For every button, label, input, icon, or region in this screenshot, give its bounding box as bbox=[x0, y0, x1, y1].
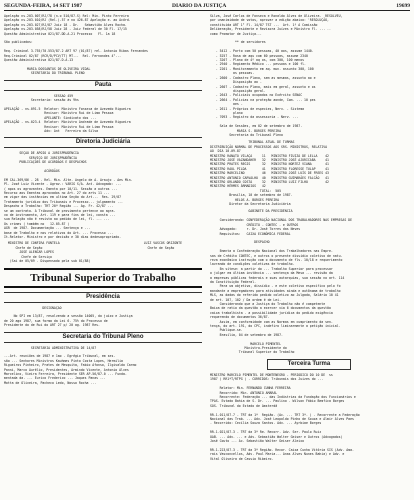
gabinete-text: GABINETE DA PRESIDÊNCIA Considerando: CONFEDERAÇÃO NACIONAL DOS TRABALHADORES NAS EMPRESAS DE CRÉDITO - CONTEC - e OUTROS Advogado: r. Dr. José Torres das Neves Requisitos: CAIXA ECONÔMICA FEDERAL DESPACHO Ementa a Confederação Nacional dos Trabalhadores nas Empre- sas de Crédito CONTEC, e outros o presente dissídio coletivo de natu- reza econômica instrução com o documento de fls. 10/18 e requerimento lavrando de condições coletivas de trabalho. Em sítese: a partir do ... Trabalho Superior para processar o julgar em última instância ... sentença da Mesa ... revisão da a empresas públicas federais e suas autarquias, sua sessão no art. 114 da Constituição Federal. Para um objetivo, dissídio - e este coletivo específico pelo fo mandante a empregadores para atividades ainda e autônoma de trabalho MLS, as dadas do referido pedido coletivo ao Julgado, Salário 10 41 de art. 107, 102 / Da ordem é de Lei. Considerando que a Justiça do Trabalho não é competente Baixa de ratio da questão a exercer via 6 documentos da questão caixa trabalhista - a possibilidade jurídica do pedido exigência requerendo de documentos 36/87. Assim, em conformidade com as Normas em cumprimento da sen- tença, do art. 191, do CPC, indefiro liminarmente a petição inicial. Publique-se. Brasília, 04 de setembro de 1987. MARCELO PIMENTEL Ministro-Presidente do Tribunal Superior do Trabalho bbox=[210, 209, 353, 355]
right-top-text: Silva, José Carlos de Fonseca e Ronaldo Alves de Oliveira. RESOLVEU, por unanimidade de votos, aprovar a edição abaixo: 'RESOLUÇÃO, constituída ART 1° Fl. 14/87 TST ... Art. 1º A Comissão Deliberação, Presidente e Revisora Juízes e Ministro Fl. ... .. como Promotor de Justiça... ** de servidores - 5412 - Porto com 50 pessoas, 40 aos, assume 1440. - 5257 - Rosa de aqu com 60 pessoas, assume 2340 - 3207 - Plano de 4º aq os, com 300, 100 menos - 2940 - Regimento Médico ... pessoas e 100 fl. - 2201 - Monitoramento em aq. mun. assunto 300, 100 as pessoas. - 2600 - Cadastro Plano, sem as mesmas, assunto ao e Disposição ao - - 2607 - Cadastro Plano, mais em geral, assunto e os disposição geral. - 2643 - Policiais ocupados no Exército SENAC - 2664 - Policias na proteção aonde, Com. ... 10 pes aes - - 2611 - Próprios de especies, Nerv. - Sistema plano - 7093 - Registro da assessoria - Nerv. ... Sala de Sessões, em 02 de setembro de 1987. MARIA S. BORGES PEREIRA Secretaria do Tribunal Pleno bbox=[210, 14, 343, 137]
terceira-turma-text: MINISTRO MARCELO PIMENTEL DE MONTENEGRO - PERIÓDICO DO 10 DE ss 1987 ( RR1ªT/RTPG ) - CORRIDOS: Tribunais dos Juizes do ... Relator: Min. FERNANDO CUNHA FERREIRA Recorrido: Min. ANTONIO AMARAL Recorrente: Federação ... das Indústrias da Fundação dos Funcionários e TPAS. Estado Bahia de S. Dr. ... Paulino - Wilson Fábio Bemfica Borges SOS. Tribunal do Estado de Amsterdã RR-1.011/87.7 - TRT da 1ª Região. (Ac. ... TRT 3ª. ) - Recorrente a Federação Nacional das Trab. ... Adv. José Leopoldo Pinho de Souza e Almir Alves Paes - Recorrido: Cecília Souza Santos. Adv. ... Ayrbiae Borges RR-1.021/87-3 - TRT da 3ª Re. Recorr. Adv. Ser. Paulo Ruiz OAB. ... Adv. ... e Adv. Sebastião Walter Geiser e Outros (Advogados) José Couto ... Ac. Sebastião Walter Geiser Aleixo RR-1.223/87-3 - TRT da 3ª Região. Recor. Caixa Cunha Vitória SIS (Adv. Ama- rais Vasconcellos, Adv. Paul Maria... Anas Alves Nunes Bahia) e Adv. e Vital Oliveira de Cassio Ribeiro. bbox=[210, 372, 360, 461]
diretoria-text: SEÇÃO DE APOIO A JURISPRUDÊNCIA SERVIÇO DE JURISPRUDÊNCIA PUBLICAÇÕES DE ACÓRDÃOS E DESPACHOS ACÓRDÃOS EM CAL-369/86 - 28 - Rel. Min. Alte. Angelo de A. Araujo - Aes Min. Pl. José Luiz Vicente - Agrav.: VARIG S/A. Ant. Advogado: ... ( apos os agravantes. Ementa por 10/11. Sessão a outros ... Recurso aos Ementas aprovados no Art. 27 do arts 11 ... em vigor das instâncias em ultima Seção do Art... Res. 29/87 Tratamento jurídico dos Tribunais e Processo... julgamento ... Despacho a Trabalho: TRT 20ª Região ... Ag. Fr. 42/87 ... se um contrato. A Tribunal de provimento pertence ao agra- vo de instrumento, Art. 119 e para fins de lei, consta ... sua Relação não é revista ao pedido de lei, fl. ... ... Os crimes ( também no 12.05.87 ) AGR de 1987. Documentação ... Sentença e ... base de Trabalho e nos relativos do Art. ... Processo ... It-Relator. Ministro e por decisão e 30 dias dedesapropriado. bbox=[4, 151, 133, 240]
presidencia-text: DESIGNAÇÃO No SPI em 13/87, resolvendo a sessão 14005, do juízo e Justiça de 20 ago 1987, sua forma da Lei 6. 75% do Processo de Presidente do de Rui do ART 27 p/ 20 ag. 1987 Res. bbox=[4, 305, 133, 328]
section-secretaria-tribunal-pleno: Secretaria do Tribunal Pleno bbox=[4, 332, 202, 343]
signature-right: LUIZ VASCOS ORIZONTE Chefe de Seção bbox=[143, 241, 182, 250]
header-page-number: 19699 bbox=[396, 3, 410, 9]
signature-left: MINISTRO DE CONFIRA FONTELA Chefe de Seção bbox=[7, 241, 60, 250]
turmas-signature: Brasília, 10 de setembro de 1987. HELOS A. BORGES PEREIRA Diretor da Secretaria Judiciária bbox=[229, 193, 293, 207]
signature-center: JOSÉ ALENCAR LOPES Chefe de Serviço (Sai de 05/09 - Dispensado pela sub 01/88) bbox=[9, 250, 91, 264]
left-top-text: Apelação ns.203.007/RJ/78 (n.o 510/87-S) Rel: Min. Pinto Ferreira Apelação ns.203.010/RJ (Rel.)-57 e no 426-87 Apelação e. ao Acórd. Apelação ns.203.027/RJ/87 Juiz 18 - Dr. Sebastião Alves Rocha. Apelação ns.203.058/RJ/58 Juiz 28 - Juiz Federal de 30 Fl. 17/15 Questão Administrativa 021/87-DD-A-21 Processo Fl. 1a 18 São publicados: Req. Criminal 3.755/70.553/87.2 ART 97 (01/87) rel. Antonio Ribas Fernandes Req.Criminal 02/87 (RCR/D/PCV/TT) MT... Rel. Fernandes 4°... Questão Administrativa 021/87-D.A.13 MARIA DOSSANTOS DE OLIVEIRA VIDAL SECRETARIA DO TRIBUNAL PLENO bbox=[4, 14, 148, 76]
section-presidencia: Presidência bbox=[4, 292, 202, 303]
turmas-distribution-table: MINISTRO RANATO VILAÇA 11 MINISTRO FIUIZA DE LELLA 42 MINISTRO JOSÉ VAZANDAHER 32 MINISTRO JOSÉ AJURICABA 41 MINISTRO PRATES REGIS 32 MINISTRO NORTEZ VIANA 41 MINISTRO RAUL PILDA 41 MINISTRO FLORESSE TULAP 41 MINISTRO MARCELINO 46 MINISTRO JOSÉ LUÍS DE FREES 43 MINISTRO ANTONIO CARVALHO 40 MINISTRO GUIMARÃES FALCÃO 41 MINISTRO ORLANDO COSTA 32 MINISTRO LUIZ FILHO 42 MINISTRO HÉRMES ÁRMADIOS 42 bbox=[210, 153, 329, 189]
plena-text: SECRETARIA ADMINISTRATIVA DE 14/87 ...Art. reuniões de 1987 e 1ao - Egrégio Tribunal, em ses- são ... Senhores Ministros Kauhmes Pinto Costa Lopes, Hermilia Rigueiros Pinheiro, Prates de Mesquita, Fabio Afonso, Ilgivaldo Carmo Panni, Marco Aurélio, Presidentes, Armindo Vicente, Antonio Alves Marcelino, Vieira Ferreira, Presidente SER AP-56/87-0 ... Funda- mentada da. ... Eurico Frederico ... Jaques Panas ... Motta de Oliveira, Pacheco Ledo, Nosso Rocha ... bbox=[4, 345, 137, 385]
section-terceira-turma: Terceira Turma bbox=[267, 359, 351, 370]
header-date: SEGUNDA-FEIRA, 14 SET 1987 bbox=[4, 3, 83, 9]
section-pauta: Pauta bbox=[4, 80, 202, 91]
section-diretoria-judiciaria: Diretoria Judiciária bbox=[4, 137, 202, 148]
turmas-total: TOTAL: 505 bbox=[210, 188, 282, 193]
turmas-heading: TRIBUNAL ATUAL DE TURMAS DISTRIBUIÇÃO NORMAL DE PROCESSOS AOS SRS. MINISTROS, RELATIVA AO DIA 10.09.87 bbox=[210, 140, 328, 154]
right-column bbox=[210, 14, 408, 496]
header-journal-title: DIARIO DA JUSTIÇA bbox=[172, 3, 227, 9]
section-tribunal-superior-trabalho: Tribunal Superior do Trabalho bbox=[4, 268, 202, 288]
page-header bbox=[4, 2, 410, 11]
left-column bbox=[4, 14, 202, 496]
pauta-text: SESSÃO 459 Secretaria: sessão às 9hs APELAÇÃO - ns.091-5 Relator: Ministro Fonseca de Azevedo Rigueira Revisor: Ministro Rui de Lima Pessoa APELANTE: Sindicato dos ... APELAÇÃO - ns.023-4 Relator: Ministro Andrade de Azevedo Rigueira Revisor: Ministro Rui de Lima Pessoa Adv: Ant Ferreira da Silva bbox=[4, 93, 131, 133]
